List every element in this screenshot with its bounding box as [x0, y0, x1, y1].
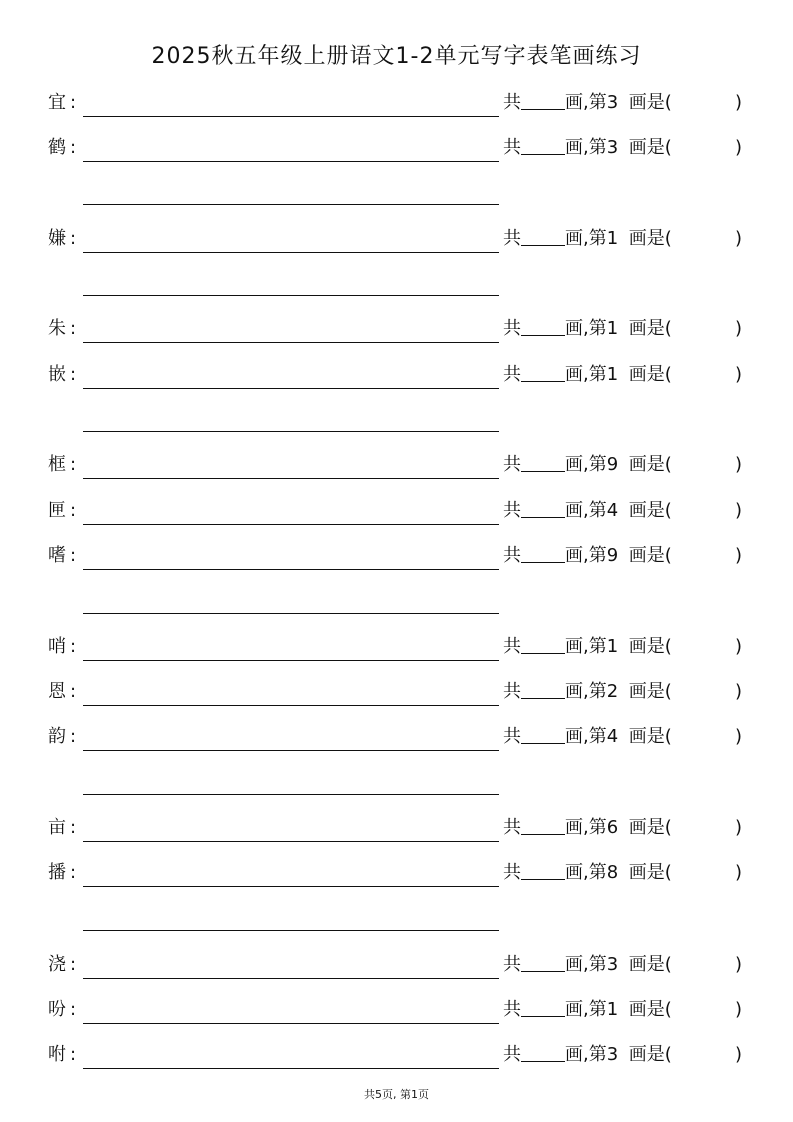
stroke-index-number: 6: [606, 817, 619, 838]
colon: :: [70, 228, 77, 249]
colon: :: [70, 954, 77, 975]
practice-row: [0, 541, 793, 571]
stroke-is-label: 画是(: [628, 228, 672, 249]
stroke-index-label: 画,第: [565, 545, 607, 566]
stroke-answer-line[interactable]: [83, 524, 499, 525]
practice-character: 浇: [48, 954, 66, 975]
stroke-is-label: 画是(: [628, 500, 672, 521]
total-label: 共: [503, 1044, 521, 1065]
stroke-question: [503, 314, 672, 344]
stroke-index-label: 画,第: [565, 318, 607, 339]
stroke-count-blank[interactable]: [521, 680, 565, 699]
practice-row: [0, 450, 793, 480]
colon: :: [70, 137, 77, 158]
stroke-answer-line[interactable]: [83, 750, 499, 751]
total-label: 共: [503, 817, 521, 838]
stroke-index-number: 1: [606, 636, 619, 657]
stroke-answer-line[interactable]: [83, 1068, 499, 1069]
practice-row: [0, 632, 793, 662]
practice-character: 哨: [48, 636, 66, 657]
stroke-count-blank[interactable]: [521, 499, 565, 518]
stroke-is-label: 画是(: [628, 726, 672, 747]
stroke-count-blank[interactable]: [521, 725, 565, 744]
stroke-index-label: 画,第: [565, 137, 607, 158]
stroke-index-label: 画,第: [565, 681, 607, 702]
stroke-index-label: 画,第: [565, 636, 607, 657]
stroke-index-number: 1: [606, 999, 619, 1020]
stroke-question: [503, 813, 672, 843]
stroke-count-blank[interactable]: [521, 953, 565, 972]
stroke-count-blank[interactable]: [521, 317, 565, 336]
stroke-count-blank[interactable]: [521, 998, 565, 1017]
colon: :: [70, 817, 77, 838]
colon: :: [70, 500, 77, 521]
colon: :: [70, 364, 77, 385]
stroke-answer-line[interactable]: [83, 388, 499, 389]
stroke-index-number: 3: [606, 92, 619, 113]
stroke-question: [503, 360, 672, 390]
colon: :: [70, 862, 77, 883]
total-label: 共: [503, 726, 521, 747]
practice-row: [0, 722, 793, 752]
stroke-question: [503, 858, 672, 888]
colon: :: [70, 999, 77, 1020]
practice-character: 朱: [48, 318, 66, 339]
stroke-index-label: 画,第: [565, 1044, 607, 1065]
stroke-question: [503, 950, 672, 980]
practice-character: 框: [48, 454, 66, 475]
practice-row: [0, 995, 793, 1025]
colon: :: [70, 92, 77, 113]
practice-row: [0, 133, 793, 163]
stroke-count-blank[interactable]: [521, 861, 565, 880]
stroke-answer-close-paren: ): [735, 228, 743, 249]
total-label: 共: [503, 92, 521, 113]
colon: :: [70, 318, 77, 339]
practice-row: [0, 950, 793, 980]
practice-character: 韵: [48, 726, 66, 747]
stroke-index-number: 9: [606, 454, 619, 475]
stroke-index-label: 画,第: [565, 954, 607, 975]
stroke-count-blank[interactable]: [521, 453, 565, 472]
extra-answer-line[interactable]: [83, 794, 499, 795]
stroke-is-label: 画是(: [628, 364, 672, 385]
stroke-answer-line[interactable]: [83, 705, 499, 706]
stroke-answer-close-paren: ): [735, 318, 743, 339]
stroke-answer-line[interactable]: [83, 1023, 499, 1024]
stroke-answer-close-paren: ): [735, 681, 743, 702]
practice-character: 鹤: [48, 137, 66, 158]
colon: :: [70, 454, 77, 475]
stroke-index-label: 画,第: [565, 228, 607, 249]
stroke-answer-line[interactable]: [83, 569, 499, 570]
stroke-answer-close-paren: ): [735, 500, 743, 521]
stroke-index-number: 3: [606, 954, 619, 975]
extra-answer-line[interactable]: [83, 431, 499, 432]
stroke-question: [503, 1040, 672, 1070]
stroke-question: [503, 677, 672, 707]
total-label: 共: [503, 500, 521, 521]
total-label: 共: [503, 228, 521, 249]
stroke-index-number: 8: [606, 862, 619, 883]
practice-row: [0, 360, 793, 390]
stroke-index-label: 画,第: [565, 364, 607, 385]
practice-row: [0, 224, 793, 254]
stroke-is-label: 画是(: [628, 318, 672, 339]
stroke-answer-close-paren: ): [735, 1044, 743, 1065]
stroke-count-blank[interactable]: [521, 227, 565, 246]
practice-row: [0, 677, 793, 707]
stroke-count-blank[interactable]: [521, 544, 565, 563]
practice-row: [0, 1040, 793, 1070]
practice-character: 吩: [48, 999, 66, 1020]
stroke-answer-line[interactable]: [83, 342, 499, 343]
stroke-answer-close-paren: ): [735, 954, 743, 975]
stroke-answer-close-paren: ): [735, 726, 743, 747]
stroke-answer-line[interactable]: [83, 660, 499, 661]
practice-row: [0, 314, 793, 344]
stroke-index-label: 画,第: [565, 92, 607, 113]
practice-character: 播: [48, 862, 66, 883]
stroke-is-label: 画是(: [628, 636, 672, 657]
stroke-index-label: 画,第: [565, 817, 607, 838]
total-label: 共: [503, 545, 521, 566]
total-label: 共: [503, 364, 521, 385]
stroke-is-label: 画是(: [628, 92, 672, 113]
colon: :: [70, 1044, 77, 1065]
practice-character: 嗜: [48, 545, 66, 566]
stroke-count-blank[interactable]: [521, 136, 565, 155]
stroke-index-label: 画,第: [565, 500, 607, 521]
page-footer: 共5页, 第1页: [364, 1088, 429, 1101]
extra-answer-line[interactable]: [83, 613, 499, 614]
total-label: 共: [503, 999, 521, 1020]
practice-character: 咐: [48, 1044, 66, 1065]
practice-character: 恩: [48, 681, 66, 702]
stroke-index-number: 3: [606, 1044, 619, 1065]
stroke-question: [503, 541, 672, 571]
stroke-count-blank[interactable]: [521, 816, 565, 835]
stroke-count-blank[interactable]: [521, 635, 565, 654]
practice-row: [0, 858, 793, 888]
practice-row: [0, 813, 793, 843]
stroke-index-number: 1: [606, 318, 619, 339]
stroke-is-label: 画是(: [628, 1044, 672, 1065]
stroke-index-number: 1: [606, 364, 619, 385]
stroke-count-blank[interactable]: [521, 363, 565, 382]
stroke-index-label: 画,第: [565, 454, 607, 475]
practice-row: [0, 496, 793, 526]
stroke-question: [503, 450, 672, 480]
stroke-count-blank[interactable]: [521, 1043, 565, 1062]
practice-character: 亩: [48, 817, 66, 838]
stroke-question: [503, 722, 672, 752]
total-label: 共: [503, 454, 521, 475]
stroke-index-number: 9: [606, 545, 619, 566]
colon: :: [70, 636, 77, 657]
total-label: 共: [503, 862, 521, 883]
stroke-index-number: 2: [606, 681, 619, 702]
practice-row: [0, 88, 793, 118]
stroke-is-label: 画是(: [628, 817, 672, 838]
stroke-is-label: 画是(: [628, 545, 672, 566]
stroke-is-label: 画是(: [628, 862, 672, 883]
stroke-index-number: 4: [606, 726, 619, 747]
stroke-is-label: 画是(: [628, 999, 672, 1020]
total-label: 共: [503, 681, 521, 702]
stroke-answer-close-paren: ): [735, 817, 743, 838]
colon: :: [70, 726, 77, 747]
stroke-answer-close-paren: ): [735, 137, 743, 158]
stroke-is-label: 画是(: [628, 137, 672, 158]
stroke-answer-line[interactable]: [83, 886, 499, 887]
stroke-index-number: 4: [606, 500, 619, 521]
stroke-answer-line[interactable]: [83, 978, 499, 979]
practice-character: 嵌: [48, 364, 66, 385]
page-title: 2025秋五年级上册语文1-2单元写字表笔画练习: [151, 44, 642, 69]
stroke-index-number: 1: [606, 228, 619, 249]
stroke-answer-close-paren: ): [735, 364, 743, 385]
total-label: 共: [503, 954, 521, 975]
total-label: 共: [503, 318, 521, 339]
colon: :: [70, 545, 77, 566]
stroke-is-label: 画是(: [628, 454, 672, 475]
stroke-is-label: 画是(: [628, 681, 672, 702]
stroke-question: [503, 224, 672, 254]
stroke-question: [503, 496, 672, 526]
practice-character: 嫌: [48, 228, 66, 249]
stroke-answer-close-paren: ): [735, 545, 743, 566]
practice-character: 匣: [48, 500, 66, 521]
stroke-answer-close-paren: ): [735, 999, 743, 1020]
stroke-answer-close-paren: ): [735, 454, 743, 475]
extra-answer-line[interactable]: [83, 295, 499, 296]
stroke-index-label: 画,第: [565, 726, 607, 747]
stroke-count-blank[interactable]: [521, 91, 565, 110]
stroke-question: [503, 632, 672, 662]
total-label: 共: [503, 636, 521, 657]
colon: :: [70, 681, 77, 702]
stroke-answer-close-paren: ): [735, 636, 743, 657]
stroke-is-label: 画是(: [628, 954, 672, 975]
stroke-question: [503, 133, 672, 163]
stroke-index-label: 画,第: [565, 862, 607, 883]
total-label: 共: [503, 137, 521, 158]
stroke-answer-close-paren: ): [735, 92, 743, 113]
stroke-answer-line[interactable]: [83, 116, 499, 117]
stroke-question: [503, 88, 672, 118]
stroke-index-number: 3: [606, 137, 619, 158]
stroke-answer-line[interactable]: [83, 478, 499, 479]
stroke-answer-close-paren: ): [735, 862, 743, 883]
practice-character: 宜: [48, 92, 66, 113]
stroke-answer-line[interactable]: [83, 161, 499, 162]
stroke-answer-line[interactable]: [83, 252, 499, 253]
extra-answer-line[interactable]: [83, 930, 499, 931]
stroke-index-label: 画,第: [565, 999, 607, 1020]
stroke-question: [503, 995, 672, 1025]
extra-answer-line[interactable]: [83, 204, 499, 205]
stroke-answer-line[interactable]: [83, 841, 499, 842]
